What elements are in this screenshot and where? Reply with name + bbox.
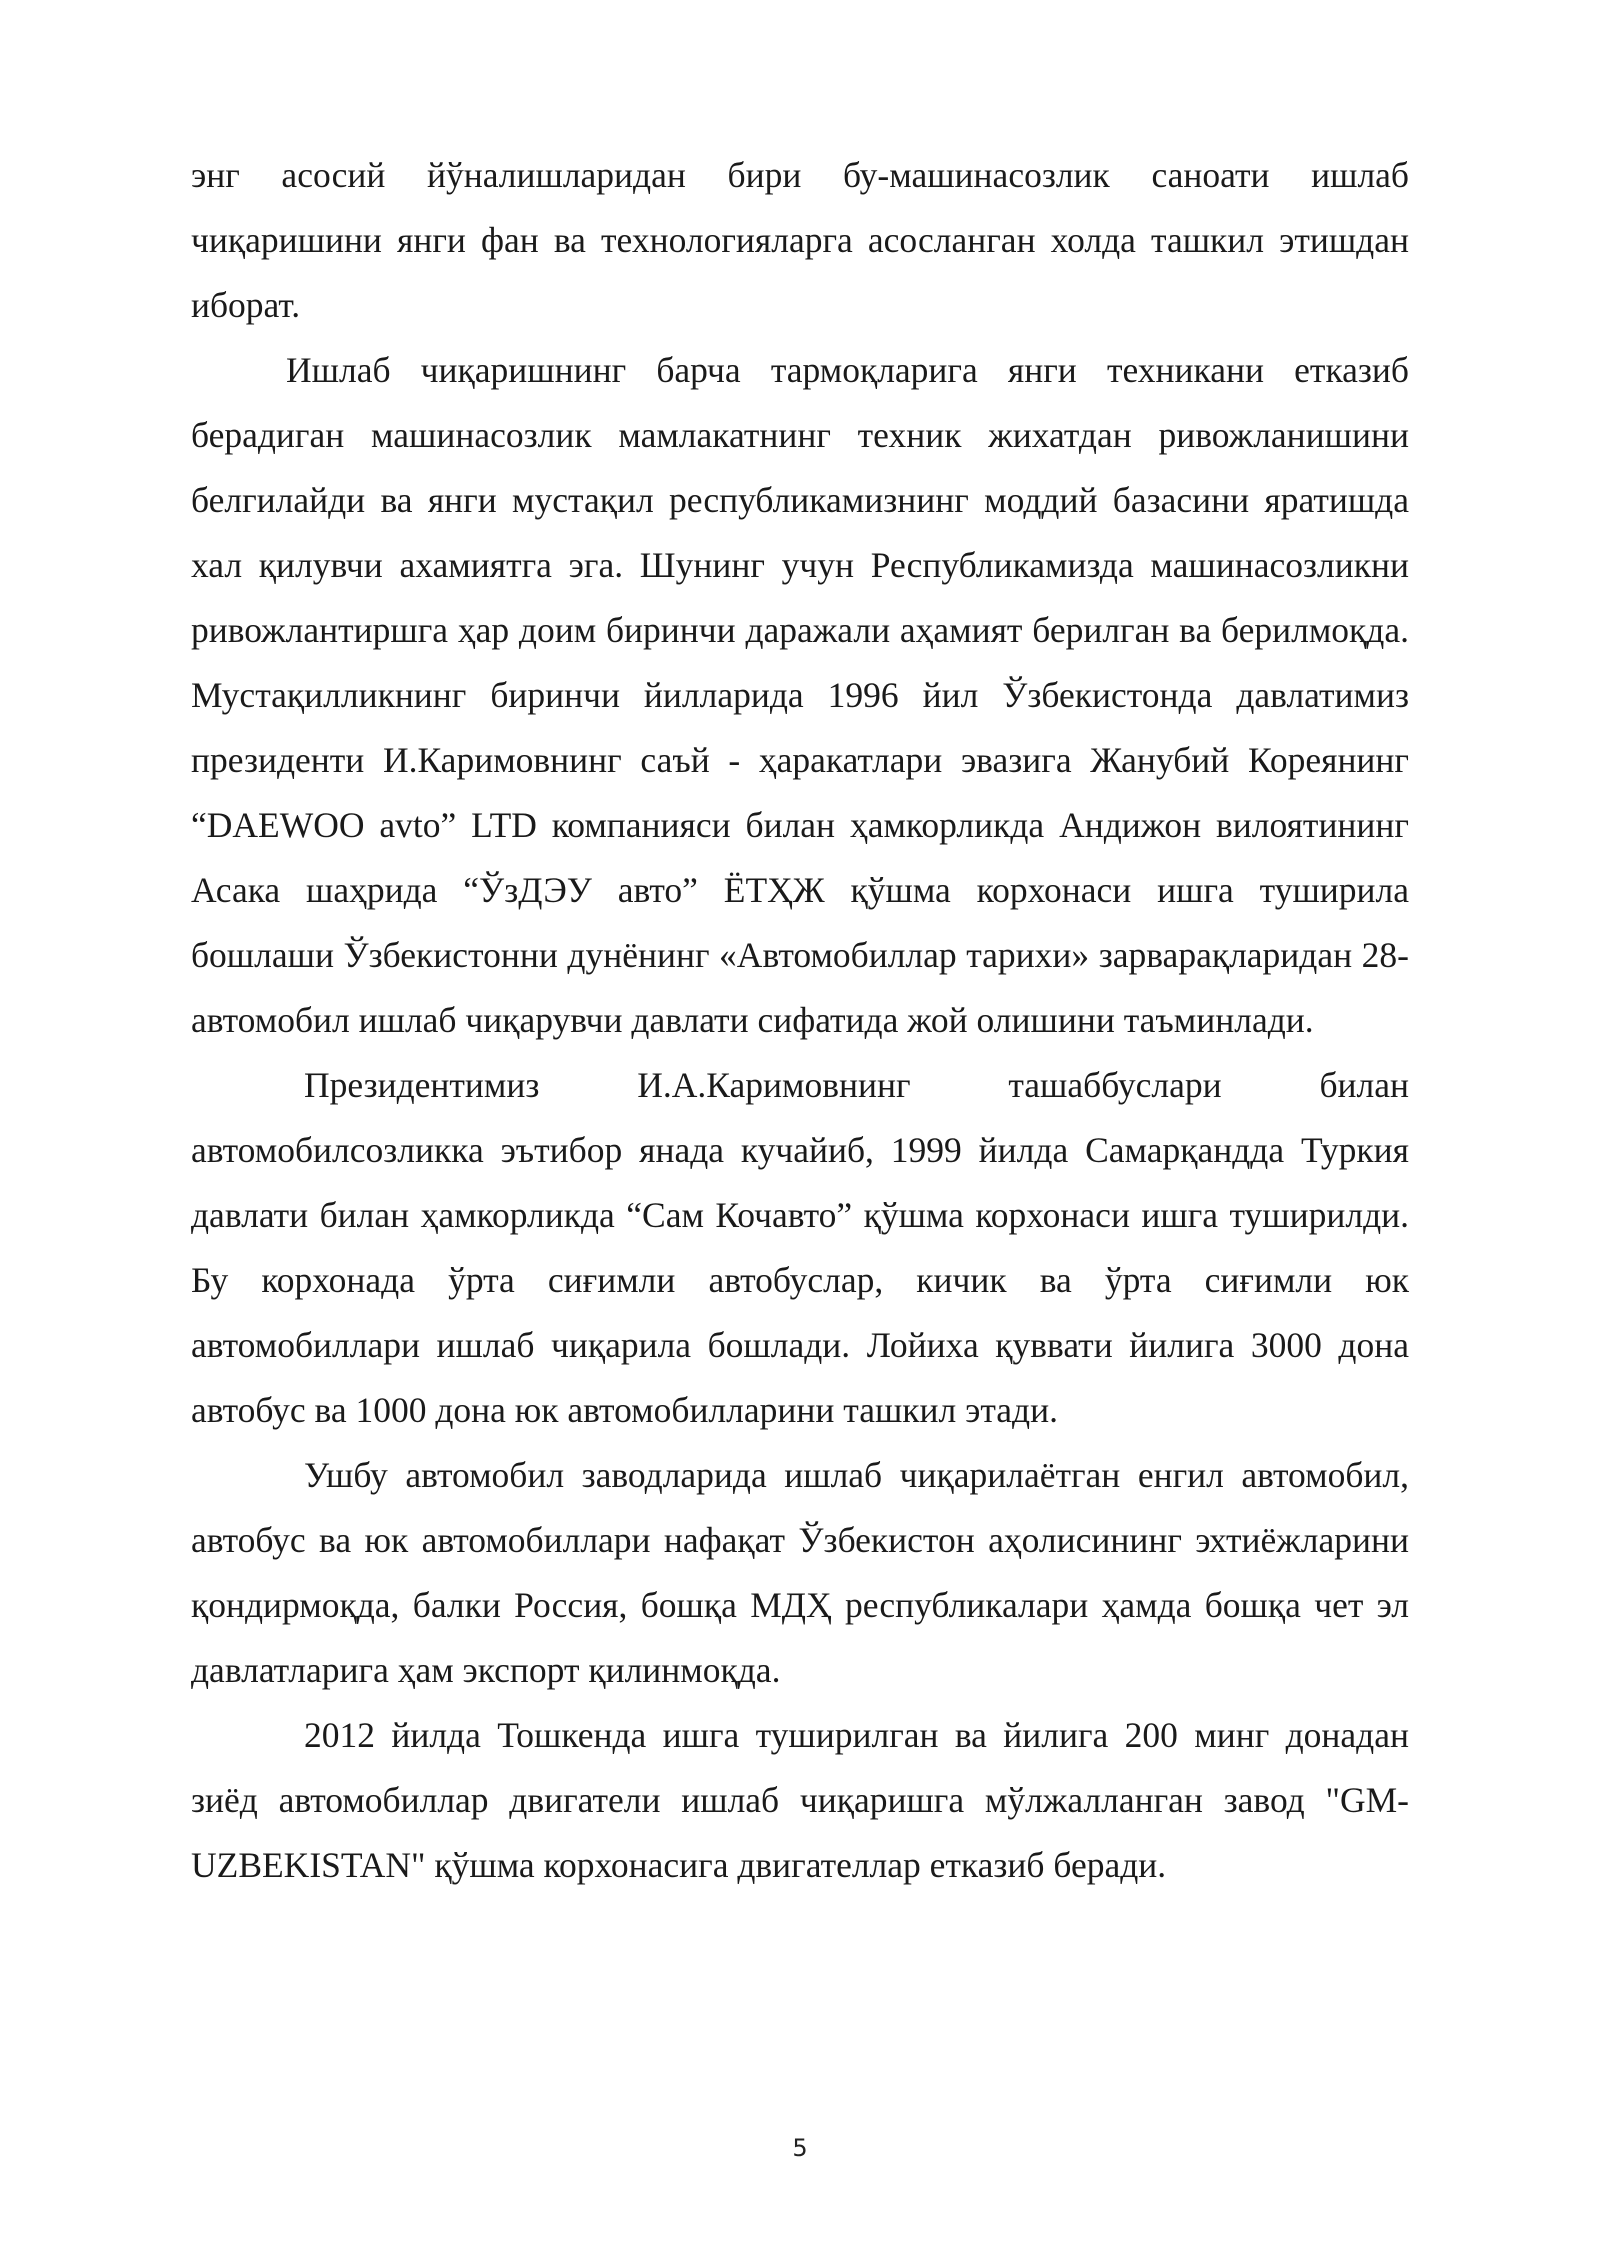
paragraph-continuation: энг асосий йўналишларидан бири бу-машинасозлик саноати ишлаб чиқаришини янги фан ва технологияларга асосланган холда ташкил этишдан иборат. <box>191 155 1409 325</box>
page-number: 5 <box>792 2134 808 2162</box>
body-text <box>191 143 1409 1898</box>
paragraph-gm-uzbekistan: 2012 йилда Тошкенда ишга туширилган ва йилига 200 минг донадан зиёд автомобиллар двигатели ишлаб чиқаришга мўлжалланган завод "GM-UZBEKISTAN" қўшма корхонасига двигателлар етказиб беради. <box>191 1715 1409 1885</box>
paragraph-machine-building: Ишлаб чиқаришнинг барча тармоқларига янги техникани етказиб берадиган машинасозлик мамлакатнинг техник жихатдан ривожланишини белгилайди ва янги мустақил республикамизнинг моддий базасини яратишда хал қилувчи ахамиятга эга. Шунинг учун Республикамизда машинасозликни ривожлантиршга ҳар доим биринчи даражали аҳамият берилган ва берилмоқда. Мустақилликнинг биринчи йилларида 1996 йил Ўзбекистонда давлатимиз президенти И.Каримовнинг саъй - ҳаракатлари эвазига Жанубий Кореянинг “DAEWOO avto” LTD компанияси билан ҳамкорликда Андижон вилоятининг Асака шаҳрида “ЎзДЭУ авто” ЁТҲЖ қўшма корхонаси ишга туширила бошлаши Ўзбекистонни дунёнинг «Автомобиллар тарихи» зарварақларидан 28-автомобил ишлаб чиқарувчи давлати сифатида жой олишини таъминлади. <box>191 350 1409 1040</box>
paragraph-sam-kochavto: Президентимиз И.А.Каримовнинг ташаббуслари билан автомобилсозликка эътибор янада кучайиб, 1999 йилда Самарқандда Туркия давлати билан ҳамкорликда “Сам Кочавто” қўшма корхонаси ишга туширилди. Бу корхонада ўрта сиғимли автобуслар, кичик ва ўрта сиғимли юк автомобиллари ишлаб чиқарила бошлади. Лойиха қуввати йилига 3000 дона автобус ва 1000 дона юк автомобилларини ташкил этади. <box>191 1065 1409 1430</box>
paragraph-export: Ушбу автомобил заводларида ишлаб чиқарилаётган енгил автомобил, автобус ва юк автомобиллари нафақат Ўзбекистон аҳолисининг эхтиёжларини қондирмоқда, балки Россия, бошқа МДҲ республикалари ҳамда бошқа чет эл давлатларига ҳам экспорт қилинмоқда. <box>191 1455 1409 1690</box>
